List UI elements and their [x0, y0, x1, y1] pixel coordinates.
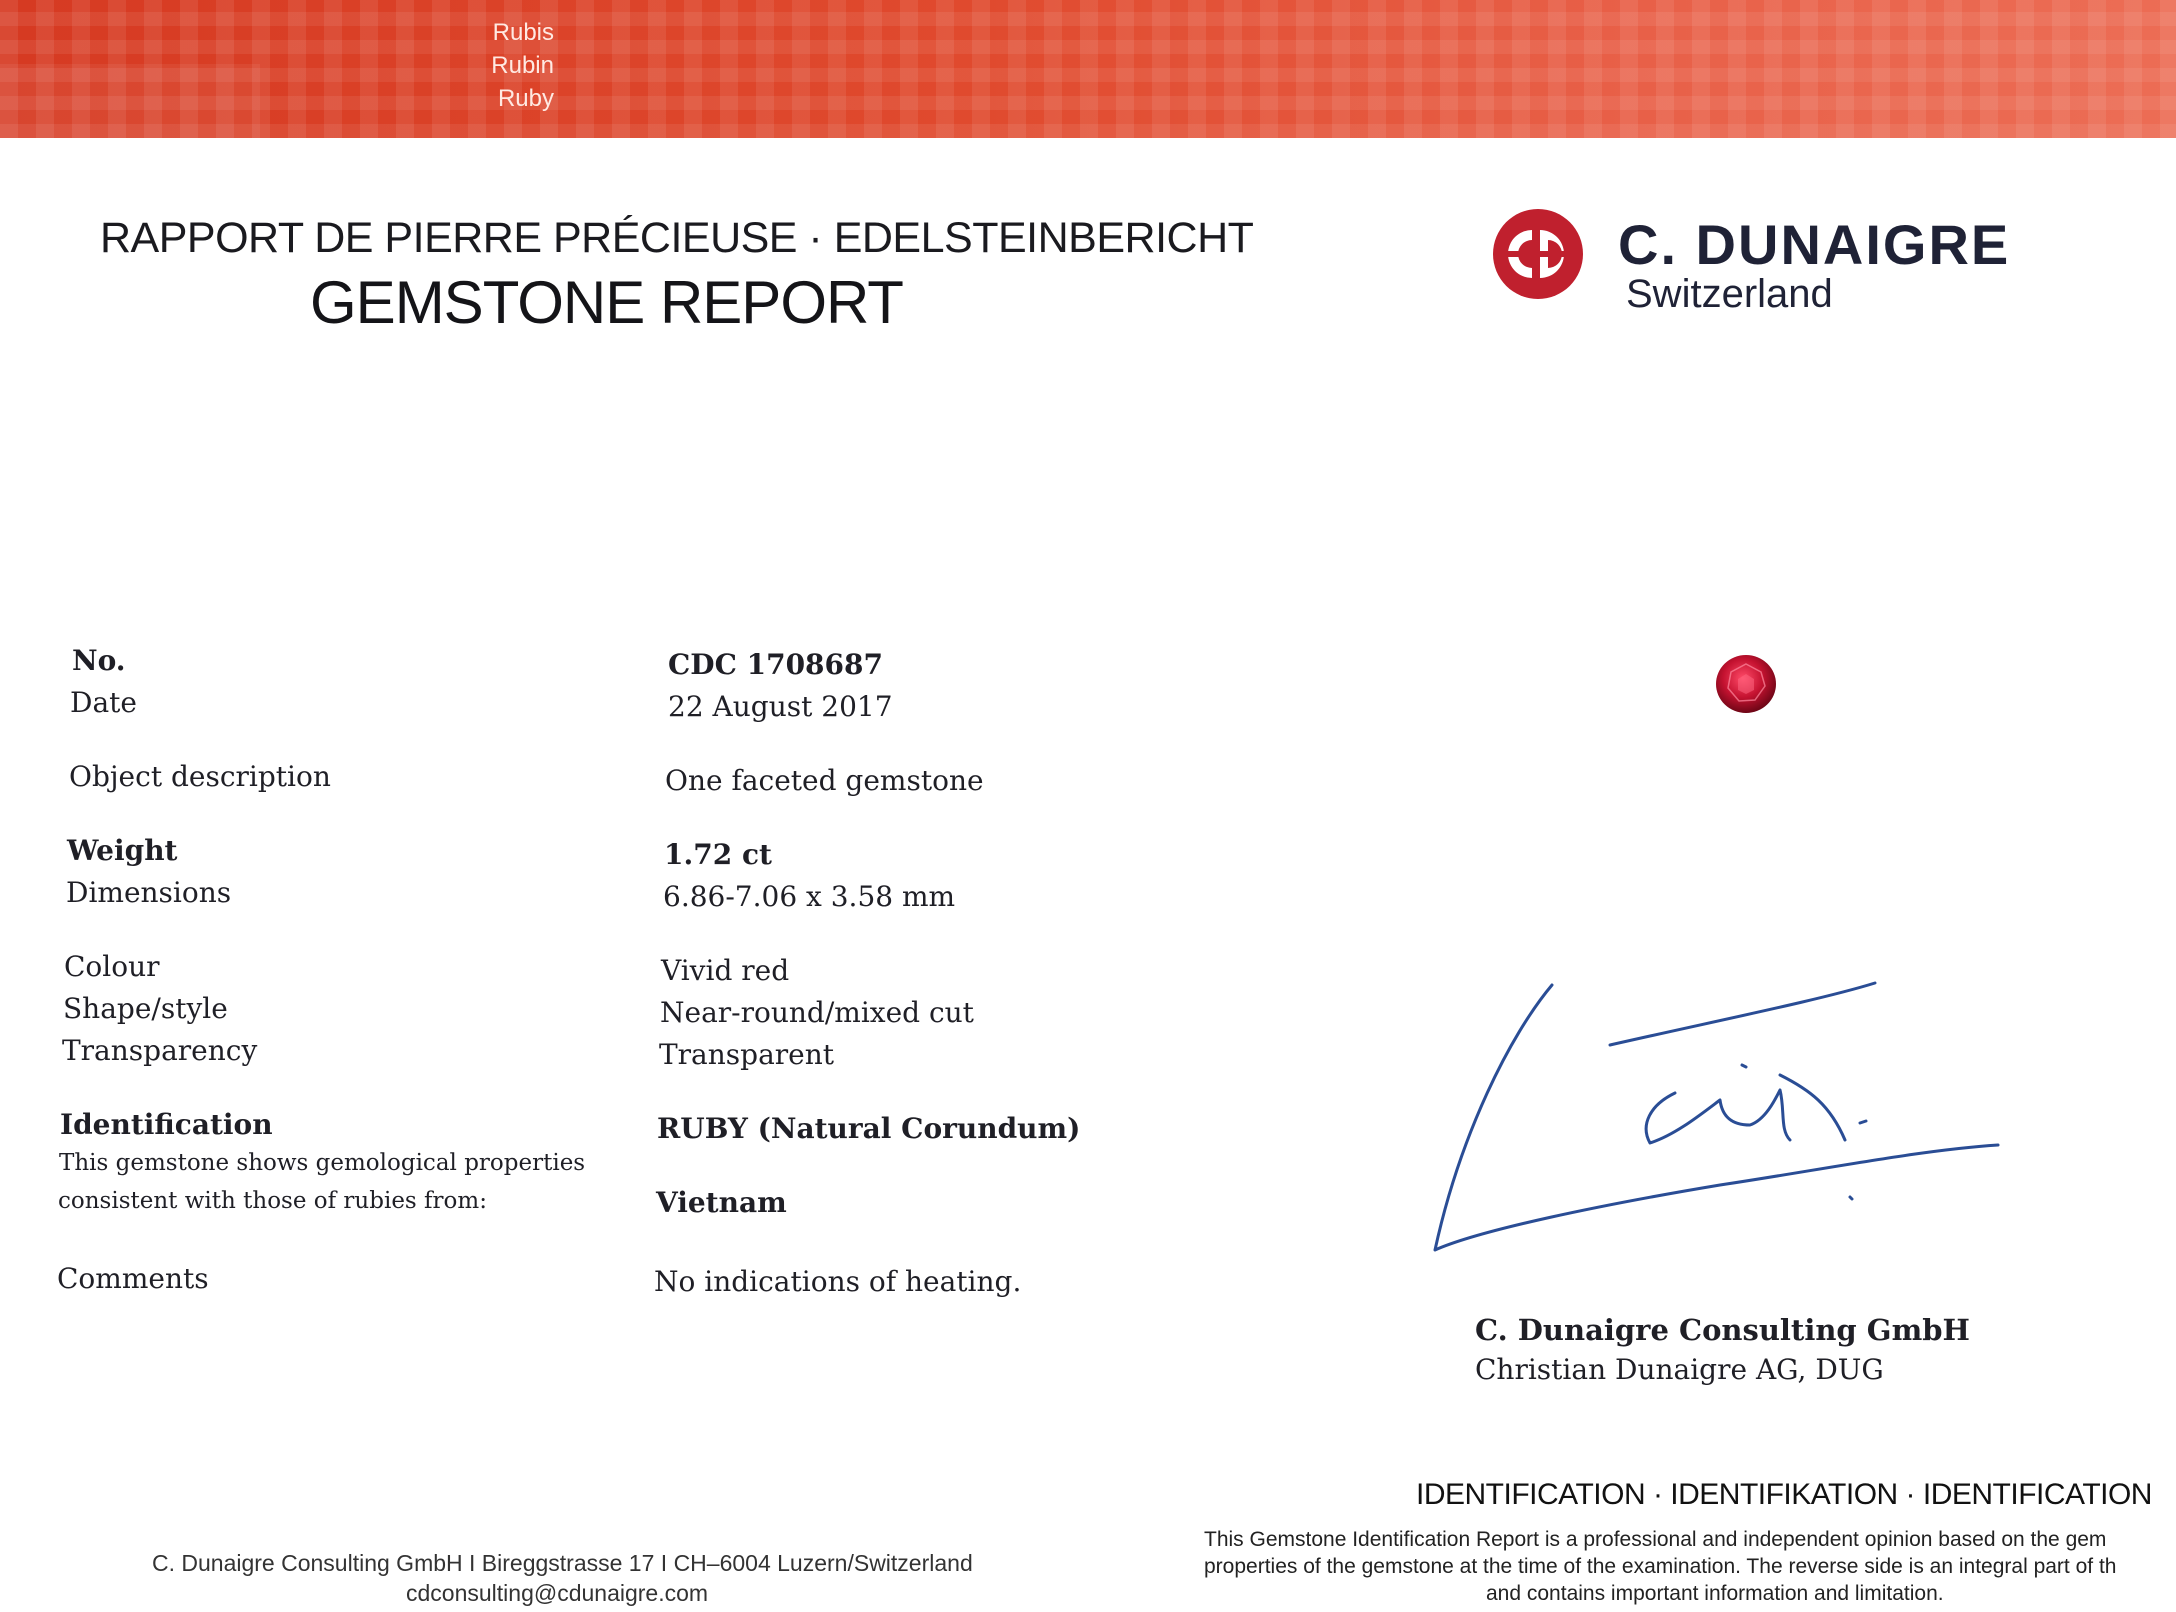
- disclaimer-line1: This Gemstone Identification Report is a professional and independent opinion based on the gem: [1204, 1528, 2107, 1551]
- weight-value: 1.72 ct: [664, 838, 772, 871]
- number-label: No.: [72, 644, 126, 677]
- date-value: 22 August 2017: [668, 690, 893, 723]
- colour-label: Colour: [64, 950, 160, 983]
- shape-style-value: Near-round/mixed cut: [660, 996, 974, 1029]
- shape-style-label: Shape/style: [63, 992, 228, 1025]
- date-label: Date: [70, 686, 137, 719]
- brand-name: C. DUNAIGRE: [1618, 213, 2011, 276]
- identification-note-line1: This gemstone shows gemological properties: [59, 1150, 586, 1176]
- dimensions-value: 6.86-7.06 x 3.58 mm: [663, 880, 956, 913]
- comments-label: Comments: [57, 1262, 209, 1295]
- weight-label: Weight: [67, 834, 178, 867]
- language-french: Rubis: [492, 19, 554, 46]
- report-number-value: CDC 1708687: [668, 648, 883, 681]
- transparency-label: Transparency: [62, 1034, 258, 1067]
- gemstone-photo: [1715, 654, 1777, 714]
- signatory-company: C. Dunaigre Consulting GmbH: [1475, 1313, 1970, 1347]
- identification-heading: IDENTIFICATION · IDENTIFIKATION · IDENTIFICATION: [1416, 1478, 2152, 1511]
- language-german: Rubin: [491, 52, 554, 79]
- disclaimer: [1204, 1526, 2176, 1607]
- colour-value: Vivid red: [661, 954, 790, 987]
- report-title: GEMSTONE REPORT: [310, 269, 903, 336]
- footer-email: cdconsulting@cdunaigre.com: [406, 1580, 709, 1606]
- identification-label: Identification: [60, 1108, 273, 1141]
- brand-subtitle: Switzerland: [1626, 272, 1833, 316]
- dimensions-label: Dimensions: [66, 876, 232, 909]
- object-description-label: Object description: [69, 760, 331, 793]
- report-title-multilingual: RAPPORT DE PIERRE PRÉCIEUSE · EDELSTEINBERICHT: [100, 214, 1254, 262]
- identification-note-line2: consistent with those of rubies from:: [58, 1188, 487, 1214]
- header-band: [0, 0, 2176, 138]
- signature: [1420, 975, 2010, 1275]
- cd-logo-icon: [1492, 208, 1584, 300]
- disclaimer-line2: properties of the gemstone at the time of the examination. The reverse side is an integral part of th: [1204, 1555, 2117, 1578]
- language-english: Ruby: [497, 85, 554, 112]
- disclaimer-line3: and contains important information and limitation.: [1486, 1582, 1944, 1605]
- comments-value: No indications of heating.: [654, 1265, 1022, 1298]
- transparency-value: Transparent: [659, 1038, 835, 1071]
- language-list: [478, 16, 554, 115]
- footer-address: C. Dunaigre Consulting GmbH I Bireggstrasse 17 I CH–6004 Luzern/Switzerland: [152, 1550, 973, 1576]
- signatory-person: Christian Dunaigre AG, DUG: [1475, 1353, 1884, 1386]
- origin-value: Vietnam: [656, 1186, 787, 1219]
- object-description-value: One faceted gemstone: [665, 764, 984, 797]
- header-band-block: [0, 64, 260, 138]
- identification-value: RUBY (Natural Corundum): [657, 1112, 1081, 1145]
